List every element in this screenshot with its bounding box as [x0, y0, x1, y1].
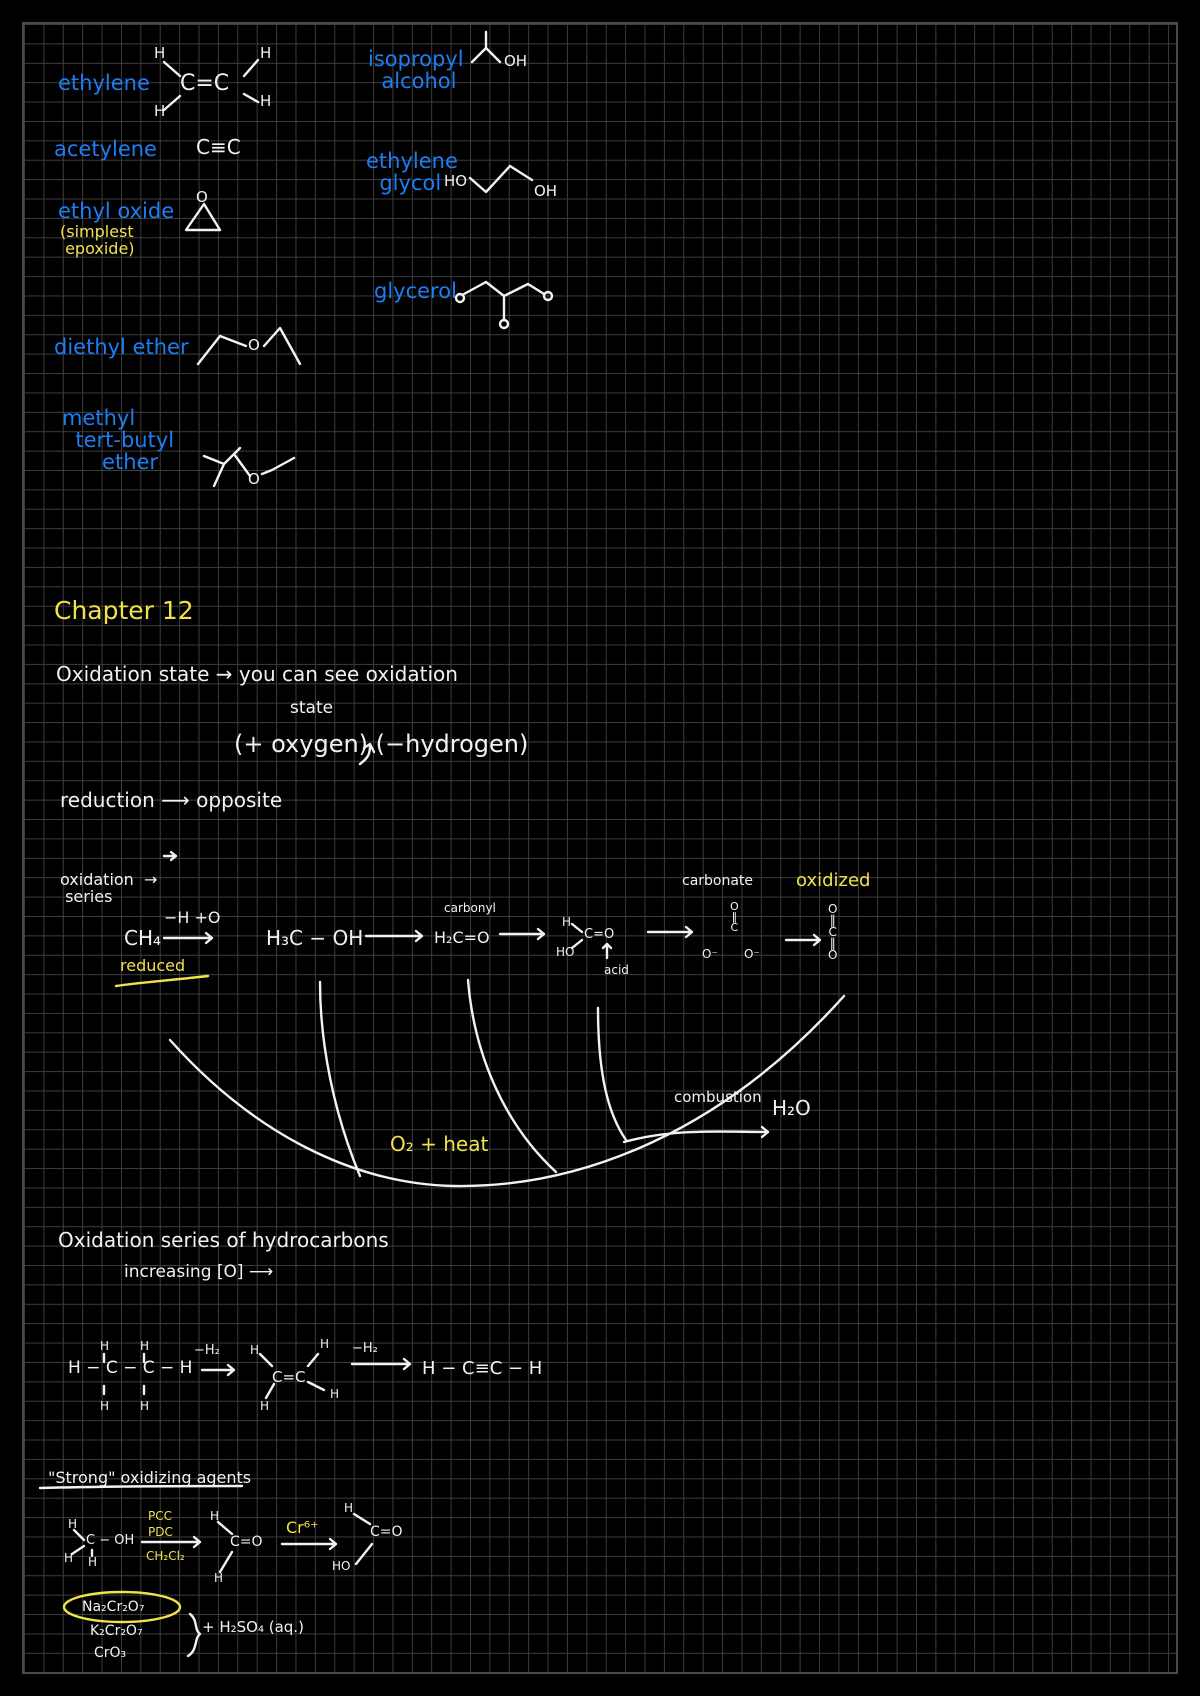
oxidation-series-label: oxidation → series — [60, 870, 158, 906]
chapter-title: Chapter 12 — [54, 596, 194, 625]
acetylene-full: H − C≡C − H — [422, 1358, 543, 1379]
atom-h: H — [100, 1399, 110, 1413]
cro3: CrO₃ — [94, 1645, 127, 1661]
reagent-brace — [188, 1614, 200, 1656]
pdc-label: PDC — [148, 1525, 173, 1539]
pcc-label: PCC — [148, 1509, 172, 1523]
acid-structure — [332, 1501, 403, 1573]
arrow-methanol-formaldehyde — [366, 931, 422, 941]
arrow-formaldehyde-acid — [500, 929, 544, 939]
arrow-to-water — [624, 1127, 768, 1142]
atom-h: H — [320, 1337, 330, 1351]
label-acetylene: acetylene — [54, 137, 157, 161]
acetylene-formula: C≡C — [196, 135, 241, 159]
arrow-ethylene-acetylene — [352, 1359, 410, 1369]
minus-h2-1: −H₂ — [194, 1343, 220, 1358]
arrow-pcc — [142, 1537, 200, 1547]
atom-h: H — [68, 1517, 78, 1531]
c-oh: C − OH — [86, 1533, 135, 1548]
ethane-row: H − C − C − H — [68, 1358, 193, 1378]
atom-ho: HO — [444, 172, 468, 190]
atom-h: H — [140, 1399, 150, 1413]
reduced-underline — [116, 976, 208, 986]
label-glycerol: glycerol — [374, 279, 457, 303]
na2cr2o7: Na₂Cr₂O₇ — [82, 1599, 145, 1615]
opposite-curl-arrow — [360, 744, 374, 764]
oxidation-state-line: Oxidation state → you can see oxidation — [56, 662, 458, 686]
label-ethylene-oxide: ethyl oxide — [58, 199, 175, 223]
arrow-carbonate-co2 — [786, 935, 820, 945]
atom-c-eq-c: C=C — [272, 1368, 306, 1386]
o2-heat-label: O₂ + heat — [390, 1132, 489, 1156]
atom-h: H — [88, 1555, 98, 1569]
atom-h: H — [100, 1339, 110, 1353]
atom-h: H — [210, 1509, 220, 1523]
atom-oh: OH — [534, 182, 558, 200]
oxidizing-title-underline — [40, 1486, 242, 1488]
ethylene-glycol-structure — [444, 166, 557, 200]
carbonate-ominus-left: O⁻ — [702, 947, 718, 961]
aldehyde-structure — [210, 1509, 263, 1585]
minus-h-plus-o: −H +O — [164, 908, 221, 927]
arrow-ch4-methanol — [164, 933, 212, 943]
label-mtbe: methyl tert-butyl ether — [62, 406, 175, 475]
oxygen-hydrogen: (+ oxygen) (−hydrogen) — [234, 730, 529, 758]
atom-h: H — [214, 1571, 224, 1585]
atom-h: H — [64, 1551, 74, 1565]
formaldehyde: H₂C=O — [434, 928, 490, 947]
oxidized-label: oxidized — [796, 870, 871, 891]
atom-o: O — [248, 336, 260, 354]
ch2cl2-label: CH₂Cl₂ — [146, 1549, 185, 1563]
carbonyl-label: carbonyl — [444, 901, 496, 915]
label-ethylene: ethylene — [58, 71, 150, 95]
atom-h: H — [260, 92, 272, 110]
drawings-layer — [24, 24, 1178, 1674]
mtbe-structure — [204, 448, 294, 488]
ch4: CH₄ — [124, 926, 162, 950]
glycerol-structure — [456, 282, 552, 328]
arrow-cr6 — [282, 1539, 336, 1549]
atom-h: H — [154, 102, 166, 120]
combustion-label: combustion — [674, 1088, 762, 1106]
carbonate-ominus-right: O⁻ — [744, 947, 760, 961]
label-ethylene-glycol: ethylene glycol — [366, 149, 458, 196]
atom-c-eq-c: C=C — [180, 71, 230, 96]
line-methanol — [320, 982, 360, 1176]
carbonate-label: carbonate — [682, 873, 754, 889]
atom-c-eq-o: C=O — [230, 1534, 263, 1550]
methanol: H₃C − OH — [266, 926, 364, 950]
diethyl-ether-structure — [198, 328, 300, 364]
ethylene-oxide-structure — [186, 188, 220, 230]
alcohol-structure — [64, 1517, 97, 1569]
carbonate-center: O ‖ C — [730, 900, 739, 934]
h2so4: + H₂SO₄ (aq.) — [202, 1618, 304, 1636]
line-acid — [598, 1008, 626, 1140]
atom-o: O — [196, 188, 208, 206]
reduction-line: reduction ⟶ opposite — [60, 788, 283, 812]
note-simplest-epoxide: (simplest epoxide) — [60, 222, 135, 258]
line-formaldehyde — [468, 980, 556, 1172]
atom-c-eq-o: C=O — [584, 927, 615, 942]
atom-h: H — [330, 1387, 340, 1401]
atom-h: H — [250, 1343, 260, 1357]
reduced-label: reduced — [120, 956, 186, 975]
atom-h: H — [140, 1339, 150, 1353]
series-arrow — [164, 852, 176, 860]
atom-h: H — [154, 44, 166, 62]
arrow-ethane-ethylene — [202, 1365, 234, 1375]
formic-acid-structure — [556, 915, 614, 959]
acid-label: acid — [604, 963, 629, 977]
co2-vertical: O ‖ C ‖ O — [828, 902, 838, 962]
minus-h2-2: −H₂ — [352, 1341, 378, 1356]
notes-page — [22, 22, 1178, 1674]
atom-oh: OH — [504, 52, 528, 70]
atom-h: H — [260, 44, 272, 62]
atom-h: H — [260, 1399, 270, 1413]
state-word: state — [290, 698, 334, 718]
atom-o: O — [248, 470, 260, 488]
atom-h: H — [562, 915, 572, 929]
ethane-structure — [100, 1339, 149, 1413]
arrow-acid-carbonate — [648, 927, 692, 937]
hydrocarbons-title: Oxidation series of hydrocarbons — [58, 1228, 389, 1252]
h2o-label: H₂O — [772, 1096, 811, 1120]
cr6-label: Cr⁶⁺ — [286, 1518, 319, 1537]
atom-ho: HO — [332, 1559, 351, 1573]
atom-h: H — [344, 1501, 354, 1515]
k2cr2o7: K₂Cr₂O₇ — [90, 1623, 143, 1639]
isopropyl-alcohol-structure — [472, 32, 527, 70]
ethylene-structure-2 — [250, 1337, 339, 1413]
ethylene-structure — [154, 44, 271, 120]
atom-ho: HO — [556, 945, 575, 959]
combustion-curve — [170, 996, 844, 1186]
label-isopropyl-alcohol: isopropyl alcohol — [368, 47, 464, 94]
label-diethyl-ether: diethyl ether — [54, 335, 189, 359]
atom-c-eq-o: C=O — [370, 1524, 403, 1540]
highlight-ellipse — [64, 1592, 180, 1622]
oxidizing-title: "Strong" oxidizing agents — [48, 1468, 252, 1487]
increasing-o: increasing [O] ⟶ — [124, 1262, 274, 1282]
